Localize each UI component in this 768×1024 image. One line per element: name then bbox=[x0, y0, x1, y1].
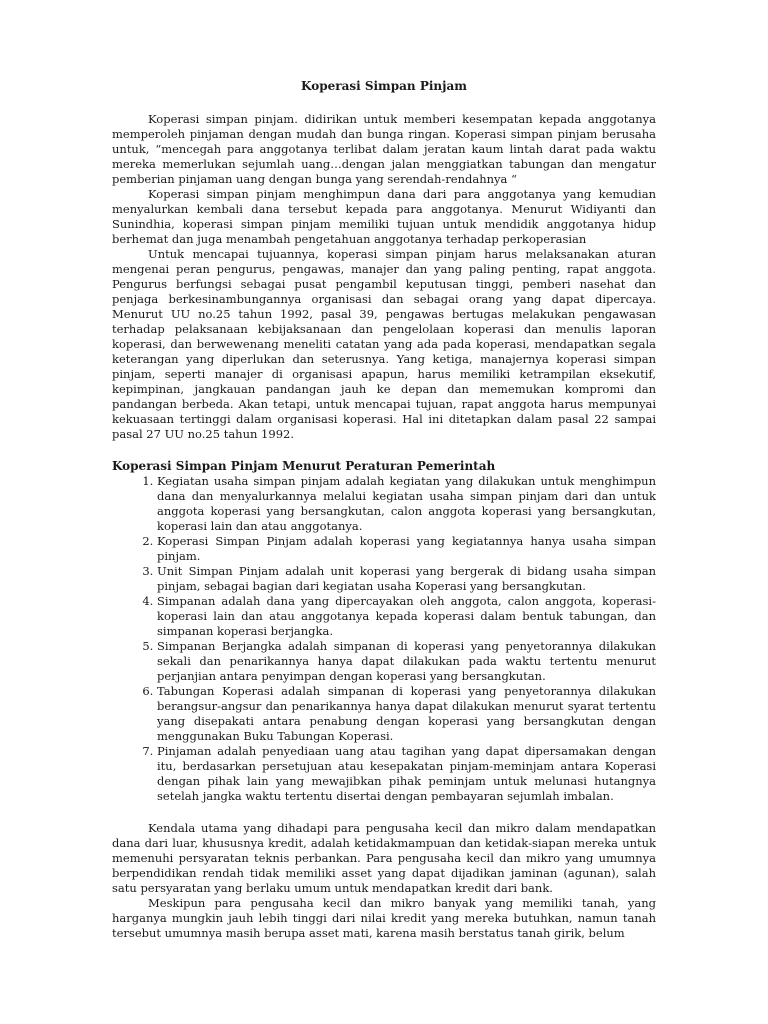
section-heading: Koperasi Simpan Pinjam Menurut Peraturan Pemerintah bbox=[112, 459, 496, 473]
list-item: 7. Pinjaman adalah penyediaan uang atau tagihan yang dapat dipersamakan dengan itu, berdasarkan persetujuan atau kesepakatan pinjam-meminjam antara Koperasi dengan pihak lain yang mewajibkan pihak peminjam untuk melunasi hutangnya setelah jangka waktu tertentu disertai dengan pembayaran sejumlah imbalan. bbox=[157, 744, 656, 804]
list-item: 2. Koperasi Simpan Pinjam adalah koperasi yang kegiatannya hanya usaha simpan pinjam. bbox=[157, 534, 656, 564]
regulation-list bbox=[112, 474, 656, 804]
spacer bbox=[112, 442, 656, 459]
list-item: 5. Simpanan Berjangka adalah simpanan di koperasi yang penyetorannya dilakukan sekali dan penarikannya hanya dapat dilakukan pada waktu tertentu menurut perjanjian antara penyimpan dengan koperasi yang bersangkutan. bbox=[157, 639, 656, 684]
list-item: 1. Kegiatan usaha simpan pinjam adalah kegiatan yang dilakukan untuk menghimpun dana dan menyalurkannya melalui kegiatan usaha simpan pinjam dari dan untuk anggota koperasi yang bersangkutan, calon anggota koperasi yang bersangkutan, koperasi lain dan atau anggotanya. bbox=[157, 474, 656, 534]
intro-paragraph-1: Koperasi simpan pinjam. didirikan untuk memberi kesempatan kepada anggotanya memperoleh pinjaman dengan mudah dan bunga ringan. Koperasi simpan pinjam berusaha untuk, “mencegah para anggotanya terlibat dalam jeratan kaum lintah darat pada waktu mereka memerlukan sejumlah uang…dengan jalan menggiatkan tabungan dan mengatur pemberian pinjaman uang dengan bunga yang serendah-rendahnya “ bbox=[112, 112, 656, 186]
list-item: 4. Simpanan adalah dana yang dipercayakan oleh anggota, calon anggota, koperasi-koperasi lain dan atau anggotanya kepada koperasi dalam bentuk tabungan, dan simpanan koperasi berjangka. bbox=[157, 594, 656, 639]
document-title: Koperasi Simpan Pinjam bbox=[301, 79, 467, 93]
spacer bbox=[112, 804, 656, 821]
intro-paragraph-2: Koperasi simpan pinjam menghimpun dana dari para anggotanya yang kemudian menyalurkan kembali dana tersebut kepada para anggotanya. Menurut Widiyanti dan Sunindhia, koperasi simpan pinjam memiliki tujuan untuk mendidik anggotanya hidup berhemat dan juga menambah pengetahuan anggotanya terhadap perkoperasian bbox=[112, 187, 656, 246]
list-item: 6. Tabungan Koperasi adalah simpanan di koperasi yang penyetorannya dilakukan berangsur-angsur dan penarikannya hanya dapat dilakukan menurut syarat tertentu yang disepakati antara penabung dengan koperasi yang bersangkutan dengan menggunakan Buku Tabungan Koperasi. bbox=[157, 684, 656, 744]
list-item: 3. Unit Simpan Pinjam adalah unit koperasi yang bergerak di bidang usaha simpan pinjam, sebagai bagian dari kegiatan usaha Koperasi yang bersangkutan. bbox=[157, 564, 656, 594]
closing-paragraph-2: Meskipun para pengusaha kecil dan mikro banyak yang memiliki tanah, yang harganya mungkin jauh lebih tinggi dari nilai kredit yang mereka butuhkan, namun tanah tersebut umumnya masih berupa asset mati, karena masih berstatus tanah girik, belum bbox=[112, 896, 656, 940]
closing-paragraph-1: Kendala utama yang dihadapi para pengusaha kecil dan mikro dalam mendapatkan dana dari luar, khususnya kredit, adalah ketidakmampuan dan ketidak-siapan mereka untuk memenuhi persyaratan teknis perbankan. Para pengusaha kecil dan mikro yang umumnya berpendidikan rendah tidak memiliki asset yang dapat dijadikan jaminan (agunan), salah satu persyaratan yang berlaku umum untuk mendapatkan kredit dari bank. bbox=[112, 821, 656, 895]
intro-paragraph-3: Untuk mencapai tujuannya, koperasi simpan pinjam harus melaksanakan aturan mengenai peran pengurus, pengawas, manajer dan yang paling penting, rapat anggota. Pengurus berfungsi sebagai pusat pengambil keputusan tinggi, pemberi nasehat dan penjaga berkesinambungannya organisasi dan sebagai orang yang dapat dipercaya. Menurut UU no.25 tahun 1992, pasal 39, pengawas bertugas melakukan pengawasan terhadap pelaksanaan kebijaksanaan dan pengelolaan koperasi dan menulis laporan koperasi, dan berwewenang meneliti catatan yang ada pada koperasi, mendapatkan segala keterangan yang diperlukan dan seterusnya. Yang ketiga, manajernya koperasi simpan pinjam, seperti manajer di organisasi apapun, harus memiliki ketrampilan eksekutif, kepimpinan, jangkauan pandangan jauh ke depan dan mememukan kompromi dan pandangan berbeda. Akan tetapi, untuk mencapai tujuan, rapat anggota harus mempunyai kekuasaan tertinggi dalam organisasi koperasi. Hal ini ditetapkan dalam pasal 22 sampai pasal 27 UU no.25 tahun 1992. bbox=[112, 247, 656, 441]
